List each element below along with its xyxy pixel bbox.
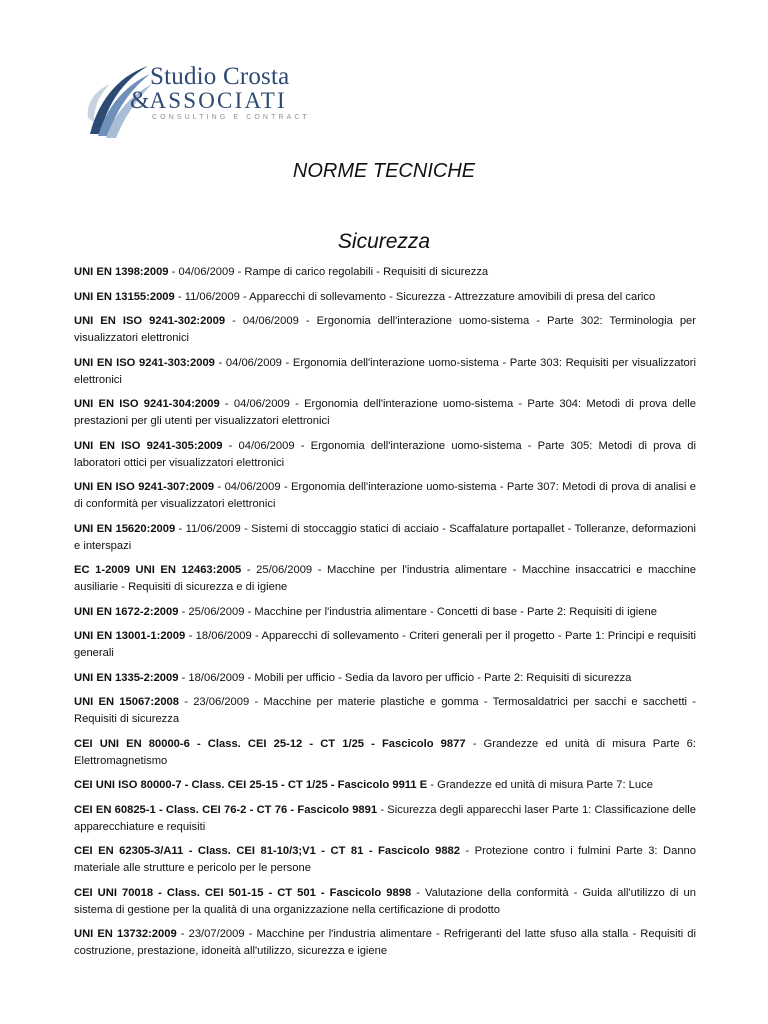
standard-entry (74, 313, 696, 347)
logo-ampersand: & (130, 87, 150, 114)
standard-description: - 18/06/2009 - Apparecchi di sollevamento - Criteri generali per il progetto - Parte 1: Principi e requisiti generali (74, 630, 696, 659)
standard-code: UNI EN 13155:2009 (74, 290, 175, 303)
standard-entry (74, 694, 696, 728)
standard-entry (74, 396, 696, 430)
standard-description: - 11/06/2009 - Apparecchi di sollevamento - Sicurezza - Attrezzature amovibili di presa del carico (174, 290, 656, 303)
standard-code: UNI EN 1672-2:2009 (74, 605, 179, 618)
standard-entry (74, 355, 696, 389)
company-logo (84, 60, 324, 144)
standard-entry (74, 802, 696, 836)
standard-description: - 11/06/2009 - Sistemi di stoccaggio statici di acciaio - Scaffalature portapallet - Tolleranze, deformazioni e interspazi (74, 522, 696, 552)
standard-code: CEI UNI 70018 - Class. CEI 501-15 - CT 501 - Fascicolo 9898 (74, 886, 412, 899)
standard-code: CEI EN 62305-3/A11 - Class. CEI 81-10/3;V1 - CT 81 - Fascicolo 9882 (74, 845, 460, 857)
standard-entry (74, 521, 696, 555)
standard-description: - Grandezze ed unità di misura Parte 6: Elettromagnetismo (74, 737, 696, 767)
standard-description: - 23/07/2009 - Macchine per l'industria alimentare - Refrigeranti del latte sfuso alla stalla - Requisiti di costruzione, prestazione, idoneità all'utilizzo, sicurezza e igiene (74, 928, 696, 957)
standard-description: - 04/06/2009 - Ergonomia dell'interazione uomo-sistema - Parte 307: Metodi di prova di analisi e di conformità per visualizzatori elettronici (74, 481, 696, 510)
standard-code: UNI EN ISO 9241-303:2009 (74, 356, 215, 369)
standard-code: UNI EN 15067:2008 (74, 696, 180, 708)
standard-description: - 04/06/2009 - Ergonomia dell'interazione uomo-sistema - Parte 305: Metodi di prova di laboratori ottici per visualizzatori elettronici (74, 439, 696, 469)
standard-entry (74, 604, 696, 621)
standards-list (74, 264, 696, 968)
standard-code: UNI EN ISO 9241-305:2009 (74, 439, 223, 452)
logo-associati-line (130, 87, 287, 115)
standard-code: UNI EN 13732:2009 (74, 928, 177, 940)
standard-code: UNI EN 1335-2:2009 (74, 671, 179, 684)
standard-description: - Valutazione della conformità - Guida all'utilizzo di un sistema di gestione per la qualità di una organizzazione nella certificazione di prodotto (74, 886, 696, 916)
standard-code: UNI EN 15620:2009 (74, 522, 176, 535)
standard-description: - 04/06/2009 - Rampe di carico regolabili - Requisiti di sicurezza (168, 266, 489, 278)
standard-entry (74, 736, 696, 770)
standard-entry (74, 264, 696, 281)
standard-entry (74, 438, 696, 472)
standard-description: - Grandezze ed unità di misura Parte 7: Luce (427, 779, 653, 791)
standard-code: EC 1-2009 UNI EN 12463:2005 (74, 564, 242, 576)
standard-entry (74, 926, 696, 960)
standard-code: CEI EN 60825-1 - Class. CEI 76-2 - CT 76 - Fascicolo 9891 (74, 803, 378, 816)
standard-entry (74, 885, 696, 919)
standard-entry (74, 562, 696, 596)
standard-entry (74, 628, 696, 662)
section-title: Sicurezza (337, 230, 431, 253)
standard-code: CEI UNI EN 80000-6 - Class. CEI 25-12 - CT 1/25 - Fascicolo 9877 (74, 737, 466, 750)
logo-name-line: Studio Crosta (150, 63, 290, 90)
standard-description: - 04/06/2009 - Ergonomia dell'interazione uomo-sistema - Parte 302: Terminologia per visualizzatori elettronici (74, 315, 696, 344)
standard-description: - Sicurezza degli apparecchi laser Parte 1: Classificazione delle apparecchiature e requisiti (74, 803, 697, 833)
standard-description: - 25/06/2009 - Macchine per l'industria alimentare - Concetti di base - Parte 2: Requisiti di igiene (178, 605, 657, 618)
standard-description: - 18/06/2009 - Mobili per ufficio - Sedia da lavoro per ufficio - Parte 2: Requisiti di sicurezza (178, 671, 632, 684)
standard-entry (74, 777, 696, 794)
standard-code: UNI EN ISO 9241-302:2009 (74, 315, 226, 327)
logo-tagline: CONSULTING E CONTRACT (152, 114, 310, 121)
standard-code: UNI EN 13001-1:2009 (74, 630, 186, 642)
standard-description: - 04/06/2009 - Ergonomia dell'interazione uomo-sistema - Parte 304: Metodi di prova delle prestazioni per gli utenti per visualizzatori elettronici (74, 398, 696, 427)
standard-description: - 23/06/2009 - Macchine per materie plastiche e gomma - Termosaldatrici per sacchi e sacchetti - Requisiti di sicurezza (74, 696, 697, 725)
document-title: NORME TECNICHE (292, 160, 476, 182)
standard-code: UNI EN 1398:2009 (74, 266, 169, 278)
standard-description: - 04/06/2009 - Ergonomia dell'interazione uomo-sistema - Parte 303: Requisiti per visualizzatori elettronici (74, 356, 696, 386)
logo-associati-text: ASSOCIATI (149, 88, 287, 113)
standard-entry (74, 843, 696, 877)
standard-code: UNI EN ISO 9241-304:2009 (74, 398, 220, 410)
standard-entry (74, 479, 696, 513)
standard-code: CEI UNI ISO 80000-7 - Class. CEI 25-15 - CT 1/25 - Fascicolo 9911 E (74, 779, 428, 791)
standard-description: - Protezione contro i fulmini Parte 3: Danno materiale alle strutture e pericolo per le persone (74, 845, 696, 874)
standard-entry (74, 670, 696, 687)
standard-code: UNI EN ISO 9241-307:2009 (74, 481, 215, 493)
standard-description: - 25/06/2009 - Macchine per l'industria alimentare - Macchine insaccatrici e macchine ausiliarie - Requisiti di sicurezza e di igiene (74, 564, 696, 593)
standard-entry (74, 289, 696, 306)
